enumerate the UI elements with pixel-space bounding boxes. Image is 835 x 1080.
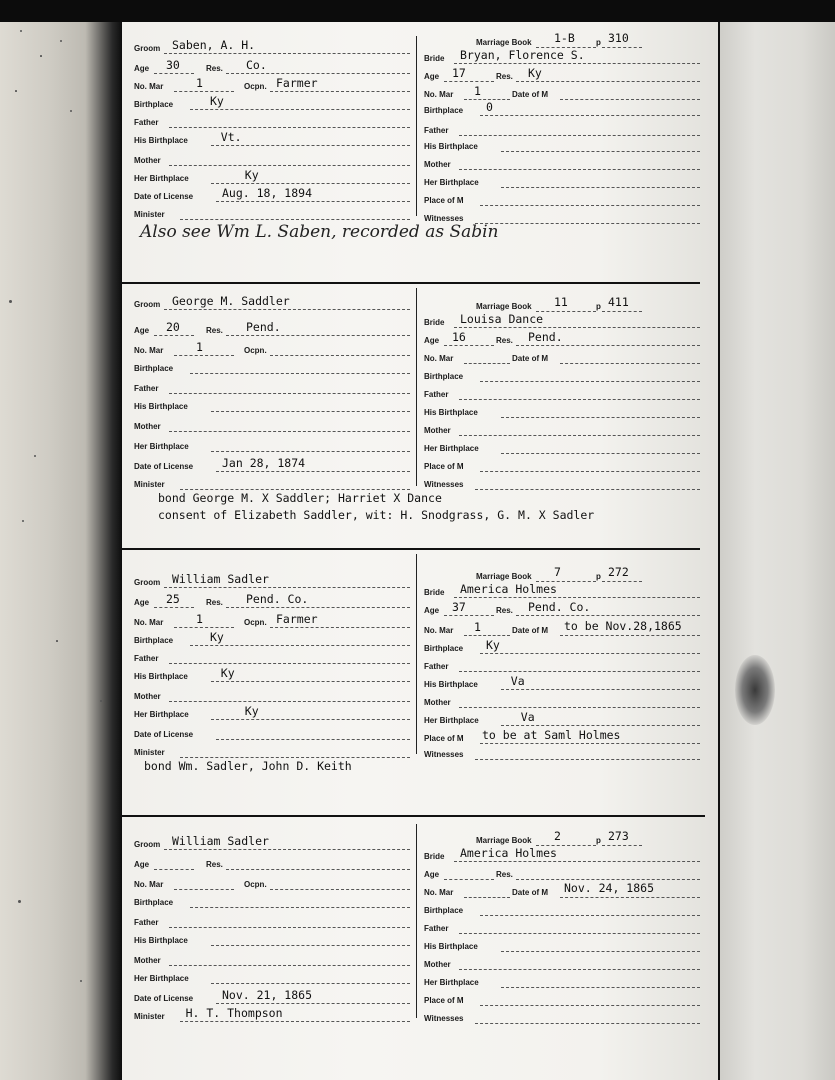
dotted-rule (501, 689, 700, 690)
dotted-rule (169, 663, 410, 664)
film-speck (20, 30, 22, 32)
dotted-rule (211, 145, 410, 146)
dotted-rule (475, 223, 700, 224)
film-speck (15, 90, 17, 92)
field-label-date-of-m: Date of M (512, 90, 548, 99)
dotted-rule (480, 915, 700, 916)
field-label-his_birthplace: His Birthplace (424, 680, 478, 689)
index-card-page (122, 22, 718, 1080)
field-label-bride: Bride (424, 318, 445, 327)
marriage-book-label: Marriage Book (476, 572, 532, 581)
dotted-rule (501, 417, 700, 418)
dotted-rule (459, 933, 700, 934)
field-label-bride: Bride (424, 588, 445, 597)
field-label-mother: Mother (424, 960, 451, 969)
field-label-age: Age (134, 598, 150, 607)
marriage-book-number: 1-B (554, 31, 575, 45)
field-label-res: Res. (496, 336, 513, 345)
groom-no-mar: 1 (196, 340, 203, 354)
groom-res: Pend. (246, 320, 281, 334)
bride-res: Pend. Co. (528, 600, 591, 614)
field-label-place_of_m: Place of M (424, 996, 464, 1005)
field-label-res: Res. (496, 606, 513, 615)
field-value: Jan 28, 1874 (222, 456, 306, 470)
dotted-rule (154, 869, 194, 870)
column-divider (416, 288, 417, 486)
field-label-father: Father (424, 662, 449, 671)
field-label-res: Res. (206, 860, 223, 869)
handwritten-annotation: Also see Wm L. Saben, recorded as Sabin (140, 222, 499, 242)
dotted-rule (169, 393, 410, 394)
dotted-rule (480, 1005, 700, 1006)
field-label-witnesses: Witnesses (424, 750, 464, 759)
film-smudge (735, 655, 775, 725)
field-value: Ky (244, 168, 259, 182)
field-label-no-mar: No. Mar (134, 880, 164, 889)
field-label-date-of-m: Date of M (512, 354, 548, 363)
record-separator (120, 548, 700, 550)
field-value: to be at Saml Holmes (482, 728, 621, 742)
field-label-birthplace: Birthplace (134, 636, 174, 645)
dotted-rule (226, 335, 410, 336)
field-label-father: Father (134, 654, 159, 663)
dotted-rule (174, 91, 234, 92)
record-separator (120, 815, 705, 817)
dotted-rule (501, 951, 700, 952)
dotted-rule (480, 205, 700, 206)
field-value: Va (510, 674, 525, 688)
dotted-rule (536, 311, 596, 312)
dotted-rule (454, 597, 700, 598)
field-label-groom: Groom (134, 300, 161, 309)
dotted-rule (180, 219, 410, 220)
field-value: Nov. 21, 1865 (222, 988, 313, 1002)
field-value: Ky (210, 94, 224, 108)
field-label-birthplace: Birthplace (134, 898, 174, 907)
dotted-rule (211, 983, 410, 984)
dotted-rule (216, 471, 410, 472)
dotted-rule (516, 81, 700, 82)
field-label-his_birthplace: His Birthplace (134, 136, 188, 145)
field-label-her_birthplace: Her Birthplace (134, 974, 189, 983)
field-label-her_birthplace: Her Birthplace (424, 444, 479, 453)
field-value: America Holmes (460, 846, 557, 860)
bride-res: Pend. (528, 330, 563, 344)
field-label-birthplace: Birthplace (134, 364, 174, 373)
field-label-age: Age (424, 606, 440, 615)
dotted-rule (459, 399, 700, 400)
column-divider (416, 36, 417, 216)
film-speck (56, 640, 58, 642)
field-label-res: Res. (206, 64, 223, 73)
marriage-book-number: 7 (554, 565, 561, 579)
film-margin-left (0, 0, 122, 1080)
field-label-mother: Mother (134, 692, 161, 701)
field-label-her_birthplace: Her Birthplace (424, 978, 479, 987)
dotted-rule (602, 581, 642, 582)
field-label-place_of_m: Place of M (424, 462, 464, 471)
field-label-place_of_m: Place of M (424, 734, 464, 743)
marriage-book-page: 272 (608, 565, 629, 579)
dotted-rule (226, 607, 410, 608)
column-divider (416, 824, 417, 1018)
field-label-father: Father (134, 384, 159, 393)
dotted-rule (216, 739, 410, 740)
dotted-rule (190, 645, 410, 646)
field-label-father: Father (424, 126, 449, 135)
film-speck (60, 40, 62, 42)
page-label: p (596, 38, 601, 47)
dotted-rule (211, 451, 410, 452)
dotted-rule (602, 47, 642, 48)
dotted-rule (216, 201, 410, 202)
field-label-birthplace: Birthplace (424, 644, 464, 653)
dotted-rule (459, 135, 700, 136)
dotted-rule (459, 169, 700, 170)
dotted-rule (211, 719, 410, 720)
field-label-mother: Mother (134, 956, 161, 965)
field-label-mother: Mother (134, 156, 161, 165)
field-value: Saben, A. H. (172, 38, 256, 52)
field-value: Bryan, Florence S. (460, 48, 585, 62)
field-label-mother: Mother (424, 160, 451, 169)
marriage-book-page: 411 (608, 295, 629, 309)
field-value: Ky (244, 704, 259, 718)
dotted-rule (169, 701, 410, 702)
dotted-rule (270, 355, 410, 356)
field-label-age: Age (424, 72, 440, 81)
dotted-rule (174, 627, 234, 628)
field-label-groom: Groom (134, 44, 161, 53)
field-label-res: Res. (206, 598, 223, 607)
field-label-birthplace: Birthplace (424, 372, 464, 381)
marriage-book-number: 11 (554, 295, 568, 309)
dotted-rule (169, 431, 410, 432)
bride-age: 17 (452, 66, 466, 80)
field-label-groom: Groom (134, 578, 161, 587)
groom-res: Pend. Co. (246, 592, 309, 606)
field-label-minister: Minister (134, 480, 165, 489)
dotted-rule (154, 607, 194, 608)
dotted-rule (174, 355, 234, 356)
column-divider (416, 554, 417, 754)
field-label-ocpn: Ocpn. (244, 880, 267, 889)
dotted-rule (516, 879, 700, 880)
field-value: H. T. Thompson (185, 1006, 283, 1020)
field-label-date-of-m: Date of M (512, 626, 548, 635)
field-value: Va (520, 710, 535, 724)
page-label: p (596, 836, 601, 845)
dotted-rule (169, 165, 410, 166)
dotted-rule (454, 63, 700, 64)
groom-res: Co. (246, 58, 267, 72)
dotted-rule (190, 373, 410, 374)
field-label-no-mar: No. Mar (424, 626, 454, 635)
field-value: Aug. 18, 1894 (222, 186, 313, 200)
page-label: p (596, 572, 601, 581)
field-label-birthplace: Birthplace (134, 100, 174, 109)
dotted-rule (169, 927, 410, 928)
dotted-rule (164, 53, 410, 54)
dotted-rule (560, 363, 700, 364)
field-label-his_birthplace: His Birthplace (134, 402, 188, 411)
field-label-father: Father (134, 918, 159, 927)
dotted-rule (501, 187, 700, 188)
dotted-rule (164, 849, 410, 850)
bride-age: 16 (452, 330, 466, 344)
dotted-rule (459, 435, 700, 436)
film-speck (100, 700, 102, 702)
dotted-rule (480, 743, 700, 744)
field-label-father: Father (424, 924, 449, 933)
field-label-age: Age (424, 336, 440, 345)
field-label-mother: Mother (134, 422, 161, 431)
field-label-her_birthplace: Her Birthplace (134, 710, 189, 719)
film-speck (70, 110, 72, 112)
dotted-rule (475, 1023, 700, 1024)
dotted-rule (454, 327, 700, 328)
field-label-mother: Mother (424, 698, 451, 707)
dotted-rule (190, 109, 410, 110)
dotted-rule (459, 671, 700, 672)
field-label-bride: Bride (424, 852, 445, 861)
dotted-rule (211, 183, 410, 184)
dotted-rule (459, 707, 700, 708)
dotted-rule (169, 127, 410, 128)
dotted-rule (270, 627, 410, 628)
dotted-rule (154, 335, 194, 336)
field-label-groom: Groom (134, 840, 161, 849)
field-label-date_of_license: Date of License (134, 994, 194, 1003)
groom-ocpn: Farmer (276, 76, 318, 90)
dotted-rule (560, 99, 700, 100)
field-label-his_birthplace: His Birthplace (424, 142, 478, 151)
dotted-rule (464, 363, 510, 364)
field-label-witnesses: Witnesses (424, 214, 464, 223)
film-margin-right (718, 22, 835, 1080)
film-speck (34, 455, 36, 457)
field-label-no-mar: No. Mar (424, 90, 454, 99)
field-label-her_birthplace: Her Birthplace (424, 178, 479, 187)
field-value: George M. Saddler (172, 294, 290, 308)
dotted-rule (516, 615, 700, 616)
field-label-witnesses: Witnesses (424, 1014, 464, 1023)
field-label-date-of-m: Date of M (512, 888, 548, 897)
bride-no-mar: 1 (474, 620, 481, 634)
field-label-witnesses: Witnesses (424, 480, 464, 489)
dotted-rule (454, 861, 700, 862)
field-label-ocpn: Ocpn. (244, 618, 267, 627)
marriage-book-page: 273 (608, 829, 629, 843)
dotted-rule (180, 1021, 410, 1022)
dotted-rule (444, 615, 494, 616)
dotted-rule (226, 73, 410, 74)
bride-date-of-m: to be Nov.28,1865 (564, 619, 682, 633)
field-label-ocpn: Ocpn. (244, 346, 267, 355)
dotted-rule (180, 757, 410, 758)
field-value: Vt. (220, 130, 242, 144)
dotted-rule (211, 945, 410, 946)
marriage-book-number: 2 (554, 829, 561, 843)
dotted-rule (560, 635, 700, 636)
field-label-res: Res. (496, 72, 513, 81)
dotted-rule (164, 309, 410, 310)
field-label-his_birthplace: His Birthplace (424, 942, 478, 951)
dotted-rule (154, 73, 194, 74)
page-label: p (596, 302, 601, 311)
marriage-book-label: Marriage Book (476, 302, 532, 311)
field-label-his_birthplace: His Birthplace (424, 408, 478, 417)
dotted-rule (480, 653, 700, 654)
dotted-rule (180, 489, 410, 490)
dotted-rule (602, 845, 642, 846)
bride-no-mar: 1 (474, 84, 481, 98)
groom-ocpn: Farmer (276, 612, 318, 626)
field-label-no-mar: No. Mar (134, 618, 164, 627)
dotted-rule (216, 1003, 410, 1004)
field-value: Ky (486, 638, 500, 652)
field-label-place_of_m: Place of M (424, 196, 464, 205)
groom-no-mar: 1 (196, 76, 203, 90)
dotted-rule (211, 681, 410, 682)
dotted-rule (174, 889, 234, 890)
field-label-date_of_license: Date of License (134, 192, 194, 201)
dotted-rule (501, 725, 700, 726)
field-label-mother: Mother (424, 426, 451, 435)
field-label-his_birthplace: His Birthplace (134, 672, 188, 681)
bride-age: 37 (452, 600, 466, 614)
field-label-minister: Minister (134, 210, 165, 219)
field-label-res: Res. (496, 870, 513, 879)
dotted-rule (164, 587, 410, 588)
field-value: Ky (210, 630, 224, 644)
dotted-rule (444, 81, 494, 82)
dotted-rule (459, 969, 700, 970)
dotted-rule (270, 91, 410, 92)
field-label-ocpn: Ocpn. (244, 82, 267, 91)
marriage-book-label: Marriage Book (476, 38, 532, 47)
bride-date-of-m: Nov. 24, 1865 (564, 881, 655, 895)
field-label-no-mar: No. Mar (134, 346, 164, 355)
dotted-rule (516, 345, 700, 346)
field-label-no-mar: No. Mar (424, 888, 454, 897)
groom-age: 25 (166, 592, 180, 606)
field-label-date_of_license: Date of License (134, 462, 194, 471)
dotted-rule (190, 907, 410, 908)
groom-no-mar: 1 (196, 612, 203, 626)
dotted-rule (475, 759, 700, 760)
dotted-rule (444, 879, 494, 880)
dotted-rule (475, 489, 700, 490)
film-speck (9, 300, 12, 303)
dotted-rule (602, 311, 642, 312)
film-edge-top (0, 0, 835, 22)
field-value: Ky (220, 666, 235, 680)
dotted-rule (501, 987, 700, 988)
dotted-rule (464, 635, 510, 636)
record-separator (120, 282, 700, 284)
field-label-date_of_license: Date of License (134, 730, 194, 739)
field-label-age: Age (134, 860, 150, 869)
field-label-birthplace: Birthplace (424, 106, 464, 115)
dotted-rule (480, 115, 700, 116)
dotted-rule (560, 897, 700, 898)
marriage-book-label: Marriage Book (476, 836, 532, 845)
dotted-rule (501, 453, 700, 454)
field-label-age: Age (134, 64, 150, 73)
field-value: William Sadler (172, 834, 269, 848)
dotted-rule (464, 897, 510, 898)
field-label-minister: Minister (134, 748, 165, 757)
field-label-father: Father (134, 118, 159, 127)
field-label-her_birthplace: Her Birthplace (424, 716, 479, 725)
record-note: bond Wm. Sadler, John D. Keith (144, 759, 352, 773)
dotted-rule (211, 411, 410, 412)
field-label-birthplace: Birthplace (424, 906, 464, 915)
field-label-res: Res. (206, 326, 223, 335)
record-note: bond George M. X Saddler; Harriet X Dance (158, 491, 442, 505)
film-speck (18, 900, 21, 903)
dotted-rule (444, 345, 494, 346)
marriage-book-page: 310 (608, 31, 629, 45)
field-value: America Holmes (460, 582, 557, 596)
dotted-rule (270, 889, 410, 890)
field-label-minister: Minister (134, 1012, 165, 1021)
field-label-his_birthplace: His Birthplace (134, 936, 188, 945)
dotted-rule (501, 151, 700, 152)
dotted-rule (480, 381, 700, 382)
record-note: consent of Elizabeth Saddler, wit: H. Snodgrass, G. M. X Sadler (158, 508, 595, 522)
field-value: 0 (486, 100, 493, 114)
field-label-no-mar: No. Mar (134, 82, 164, 91)
field-label-bride: Bride (424, 54, 445, 63)
dotted-rule (226, 869, 410, 870)
dotted-rule (169, 965, 410, 966)
bride-res: Ky (528, 66, 542, 80)
field-label-father: Father (424, 390, 449, 399)
film-speck (40, 55, 42, 57)
field-label-no-mar: No. Mar (424, 354, 454, 363)
field-value: Louisa Dance (460, 312, 544, 326)
dotted-rule (480, 471, 700, 472)
field-label-age: Age (134, 326, 150, 335)
film-speck (80, 980, 82, 982)
field-label-age: Age (424, 870, 440, 879)
film-speck (22, 520, 24, 522)
field-label-her_birthplace: Her Birthplace (134, 442, 189, 451)
groom-age: 20 (166, 320, 180, 334)
field-label-her_birthplace: Her Birthplace (134, 174, 189, 183)
field-value: William Sadler (172, 572, 269, 586)
groom-age: 30 (166, 58, 180, 72)
